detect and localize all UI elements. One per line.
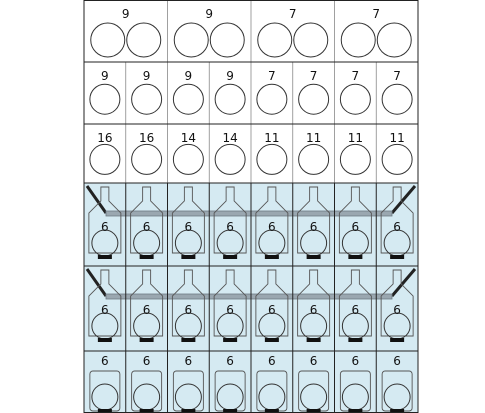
spiral-coil-icon	[341, 23, 375, 57]
spiral-coil-icon	[258, 23, 292, 57]
slot-capacity-label: 9	[121, 7, 130, 21]
slot-capacity-label: 6	[184, 220, 193, 234]
spiral-coil-icon	[257, 144, 287, 174]
slot-capacity-label: 6	[393, 303, 401, 317]
shelf-slot[interactable]	[382, 69, 412, 114]
spiral-coil-icon	[173, 84, 203, 114]
slot-capacity-label: 6	[226, 354, 234, 368]
slot-capacity-label: 11	[347, 131, 364, 145]
slot-capacity-label: 11	[389, 131, 405, 145]
shelf-row	[91, 0, 412, 62]
slot-capacity-label: 6	[309, 220, 318, 234]
spiral-coil-icon	[173, 144, 203, 174]
shelf-slot[interactable]	[340, 69, 370, 114]
tray-stop-mark	[223, 338, 237, 342]
shelf-row	[90, 62, 412, 124]
spiral-coil-icon	[174, 23, 208, 57]
shelf-slot[interactable]	[174, 7, 244, 57]
tray-stop-mark	[265, 338, 279, 342]
tray-stop-mark	[223, 255, 237, 259]
slot-capacity-label: 6	[351, 354, 360, 368]
slot-capacity-label: 6	[393, 354, 401, 368]
slot-capacity-label: 6	[101, 354, 109, 368]
slot-capacity-label: 9	[184, 69, 193, 83]
slot-capacity-label: 7	[288, 7, 297, 21]
slot-capacity-label: 9	[205, 7, 214, 21]
shelf-slot[interactable]	[299, 131, 329, 174]
slot-capacity-label: 6	[268, 303, 276, 317]
spiral-coil-icon	[90, 144, 120, 174]
shelf-slot[interactable]	[215, 69, 245, 114]
tray-stop-mark	[181, 255, 195, 259]
slot-capacity-label: 7	[393, 69, 401, 83]
slot-capacity-label: 16	[138, 131, 155, 145]
spiral-coil-icon	[132, 144, 162, 174]
slot-capacity-label: 7	[268, 69, 276, 83]
tray-stop-mark	[98, 338, 112, 342]
shelf-slot[interactable]	[173, 131, 203, 174]
slot-capacity-label: 9	[101, 69, 109, 83]
tray-stop-mark	[181, 338, 195, 342]
tray-stop-mark	[307, 338, 321, 342]
slot-capacity-label: 6	[101, 303, 109, 317]
tray-stop-mark	[98, 255, 112, 259]
tray-stop-mark	[307, 255, 321, 259]
shelf-slot[interactable]	[299, 69, 329, 114]
slot-capacity-label: 6	[226, 220, 234, 234]
slot-capacity-label: 7	[309, 69, 318, 83]
spiral-coil-icon	[132, 84, 162, 114]
shelf-slot[interactable]	[257, 131, 287, 174]
tray-stop-mark	[390, 255, 404, 259]
spiral-coil-icon	[382, 84, 412, 114]
tray-stop-mark	[265, 255, 279, 259]
tray-stop-mark	[140, 338, 154, 342]
tray-stop-mark	[140, 255, 154, 259]
spiral-coil-icon	[90, 84, 120, 114]
slot-capacity-label: 6	[142, 303, 151, 317]
slot-capacity-label: 6	[142, 220, 151, 234]
spiral-coil-icon	[127, 23, 161, 57]
spiral-coil-icon	[294, 23, 328, 57]
shelf-slot[interactable]	[132, 69, 162, 114]
slot-capacity-label: 7	[372, 7, 381, 21]
tray-stop-mark	[390, 338, 404, 342]
slot-capacity-label: 6	[309, 354, 318, 368]
slot-capacity-label: 9	[142, 69, 151, 83]
slot-capacity-label: 6	[184, 303, 193, 317]
slot-capacity-label: 6	[142, 354, 151, 368]
shelf-slot[interactable]	[90, 69, 120, 114]
tray-stop-mark	[348, 255, 362, 259]
slot-capacity-label: 14	[222, 131, 238, 145]
slot-capacity-label: 6	[393, 220, 401, 234]
shelf-slot[interactable]	[340, 131, 370, 174]
slot-capacity-label: 14	[180, 131, 197, 145]
spiral-coil-icon	[91, 23, 125, 57]
shelf-slot[interactable]	[91, 7, 161, 57]
shelf-slot[interactable]	[382, 131, 412, 174]
shelf-slot[interactable]	[90, 131, 120, 174]
spiral-coil-icon	[340, 144, 370, 174]
slot-capacity-label: 9	[226, 69, 234, 83]
spiral-coil-icon	[299, 84, 329, 114]
slot-capacity-label: 11	[305, 131, 322, 145]
slot-capacity-label: 6	[101, 220, 109, 234]
spiral-coil-icon	[382, 144, 412, 174]
slot-capacity-label: 16	[97, 131, 113, 145]
shelf-row	[90, 124, 412, 183]
shelf-slot[interactable]	[215, 131, 245, 174]
slot-capacity-label: 11	[264, 131, 280, 145]
slot-capacity-label: 6	[268, 220, 276, 234]
shelf-slot[interactable]	[257, 69, 287, 114]
shelf-slot[interactable]	[132, 131, 162, 174]
slot-capacity-label: 6	[184, 354, 193, 368]
shelf-rail	[106, 294, 392, 299]
slot-capacity-label: 6	[309, 303, 318, 317]
tray-stop-mark	[348, 338, 362, 342]
spiral-coil-icon	[257, 84, 287, 114]
spiral-coil-icon	[215, 144, 245, 174]
spiral-coil-icon	[210, 23, 244, 57]
slot-capacity-label: 6	[351, 220, 360, 234]
spiral-coil-icon	[215, 84, 245, 114]
shelf-slot[interactable]	[258, 7, 328, 57]
spiral-coil-icon	[377, 23, 411, 57]
slot-capacity-label: 6	[268, 354, 276, 368]
slot-capacity-label: 7	[351, 69, 360, 83]
spiral-coil-icon	[340, 84, 370, 114]
shelf-slot[interactable]	[341, 7, 411, 57]
spiral-coil-icon	[299, 144, 329, 174]
slot-capacity-label: 6	[351, 303, 360, 317]
shelf-rail	[106, 211, 392, 216]
shelf-slot[interactable]	[173, 69, 203, 114]
slot-capacity-label: 6	[226, 303, 234, 317]
